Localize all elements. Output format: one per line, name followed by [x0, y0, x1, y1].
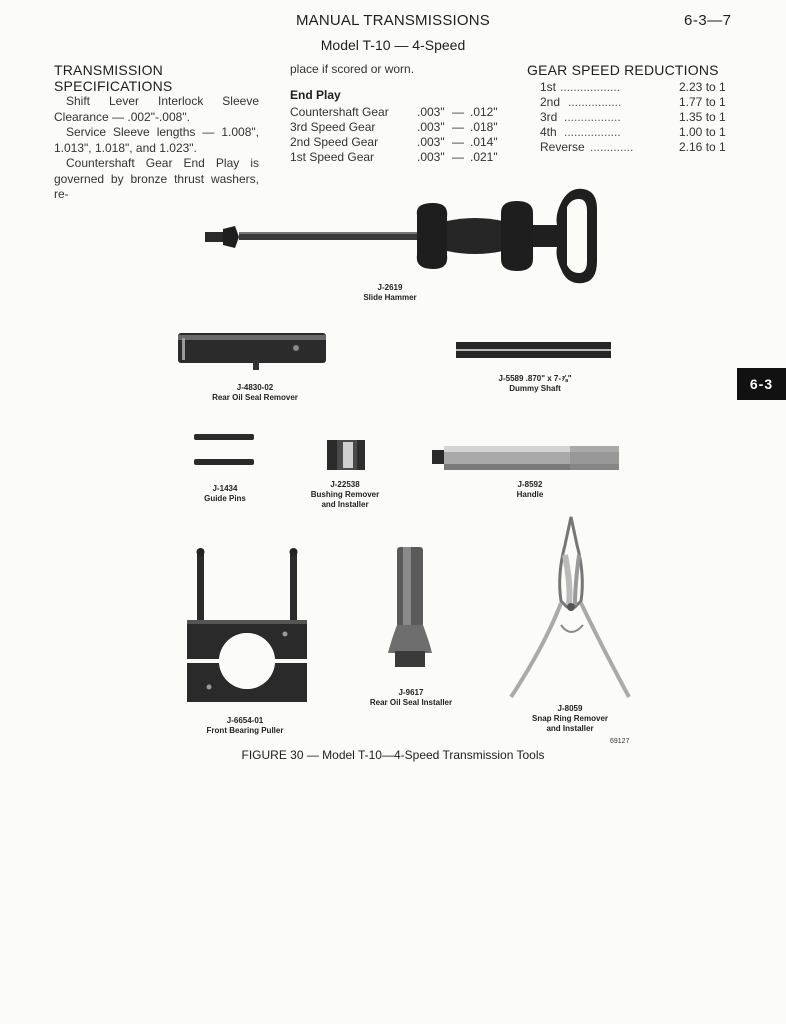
gear-label: 3rd [540, 110, 558, 124]
gear-label: 4th [540, 125, 557, 139]
gear-reductions-title: GEAR SPEED REDUCTIONS [527, 62, 719, 78]
handle-illustration [432, 442, 622, 474]
gear-label: 1st [540, 80, 557, 94]
snap-ring-remover-illustration [505, 515, 635, 705]
section-tab: 6-3 [737, 368, 786, 400]
specs-sleeve-para: Service Sleeve lengths — 1.008", 1.013", 1.018", and 1.023". [54, 125, 259, 155]
front-bearing-puller-illustration [185, 548, 309, 704]
end-play-max: .018" [470, 120, 498, 134]
rear-oil-seal-remover-illustration [178, 330, 328, 372]
tool-label-bushing-remover [295, 480, 395, 510]
tool-number: J-9617 [398, 688, 424, 697]
end-play-label: Countershaft Gear [290, 105, 389, 119]
gear-row [540, 110, 735, 125]
gear-leader-dots: ................. [564, 125, 621, 139]
tool-number: J-8059 [557, 704, 583, 713]
tool-label-snap-ring-remover [515, 704, 625, 734]
gear-row [540, 95, 735, 110]
gear-row [540, 80, 735, 95]
tool-name: Dummy Shaft [509, 384, 561, 393]
gear-ratio: 1.77 to 1 [679, 95, 726, 109]
gear-label: Reverse [540, 140, 585, 154]
slide-hammer-illustration [205, 185, 605, 290]
figure-caption: FIGURE 30 — Model T-10—4-Speed Transmission Tools [241, 748, 545, 762]
end-play-row [290, 150, 510, 165]
end-play-row [290, 105, 510, 120]
gear-leader-dots: ............. [590, 140, 634, 154]
gear-row [540, 125, 735, 140]
gear-leader-dots: .................. [560, 80, 621, 94]
gear-leader-dots: ................ [568, 95, 622, 109]
tool-name: Bushing Remover [310, 490, 380, 499]
tool-label-guide-pins [185, 484, 265, 504]
specs-heading-line2: SPECIFICATIONS [54, 78, 173, 94]
end-play-min: .003" [417, 105, 445, 119]
tool-label-rear-oil-seal-remover [185, 383, 325, 403]
figure-number: 69127 [610, 738, 630, 745]
tool-number: J-1434 [212, 484, 238, 493]
end-play-row [290, 135, 510, 150]
gear-label: 2nd [540, 95, 561, 109]
end-play-dash: — [452, 135, 464, 149]
tool-number: J-2619 [377, 283, 403, 292]
tool-name: Rear Oil Seal Remover [212, 393, 298, 402]
end-play-row [290, 120, 510, 135]
tool-number: J-4830-02 [236, 383, 274, 392]
tool-label-dummy-shaft [470, 374, 600, 394]
page-number: 6-3—7 [684, 12, 732, 29]
specs-heading-line1: TRANSMISSION [54, 62, 163, 78]
page-header-subtitle: Model T-10 — 4-Speed [320, 37, 466, 53]
tool-name-line2: and Installer [321, 500, 369, 509]
tool-label-rear-oil-seal-installer [355, 688, 467, 708]
rear-oil-seal-installer-illustration [385, 545, 437, 670]
tool-label-handle [490, 480, 570, 500]
page-header-title: MANUAL TRANSMISSIONS [295, 12, 491, 29]
gear-ratio: 2.23 to 1 [679, 80, 726, 94]
end-play-dash: — [452, 105, 464, 119]
tool-name: Slide Hammer [363, 293, 417, 302]
tool-number: J-5589 .870" x 7-⅞" [498, 374, 572, 383]
end-play-max: .021" [470, 150, 498, 164]
end-play-title: End Play [290, 88, 341, 102]
gear-ratio: 1.35 to 1 [679, 110, 726, 124]
tool-label-front-bearing-puller [190, 716, 300, 736]
dummy-shaft-illustration [456, 340, 612, 360]
specs-continuation: place if scored or worn. [290, 62, 415, 76]
guide-pins-illustration [192, 430, 256, 470]
end-play-min: .003" [417, 120, 445, 134]
specs-heading [54, 62, 172, 94]
end-play-min: .003" [417, 150, 445, 164]
tool-name: Snap Ring Remover [531, 714, 608, 723]
specs-interlock-para: Shift Lever Interlock Sleeve Clearance — .002"-.008". [54, 94, 259, 124]
end-play-max: .012" [470, 105, 498, 119]
end-play-dash: — [452, 150, 464, 164]
gear-ratio: 2.16 to 1 [679, 140, 726, 154]
tool-name: Guide Pins [204, 494, 246, 503]
end-play-max: .014" [470, 135, 498, 149]
bushing-remover-illustration [325, 438, 369, 472]
tool-number: J-6654-01 [226, 716, 264, 725]
gear-leader-dots: ................. [564, 110, 621, 124]
gear-row [540, 140, 735, 155]
tool-name: Handle [516, 490, 544, 499]
tool-label-slide-hammer [330, 283, 450, 303]
tool-name: Rear Oil Seal Installer [369, 698, 453, 707]
end-play-dash: — [452, 120, 464, 134]
end-play-label: 2nd Speed Gear [290, 135, 379, 149]
tool-name: Front Bearing Puller [206, 726, 284, 735]
tool-number: J-8592 [517, 480, 543, 489]
end-play-label: 1st Speed Gear [290, 150, 375, 164]
tool-number: J-22538 [330, 480, 360, 489]
end-play-min: .003" [417, 135, 445, 149]
tool-name-line2: and Installer [546, 724, 594, 733]
end-play-label: 3rd Speed Gear [290, 120, 376, 134]
gear-ratio: 1.00 to 1 [679, 125, 726, 139]
specs-countershaft-para: Countershaft Gear End Play is governed by bronze thrust washers, re- [54, 156, 259, 201]
